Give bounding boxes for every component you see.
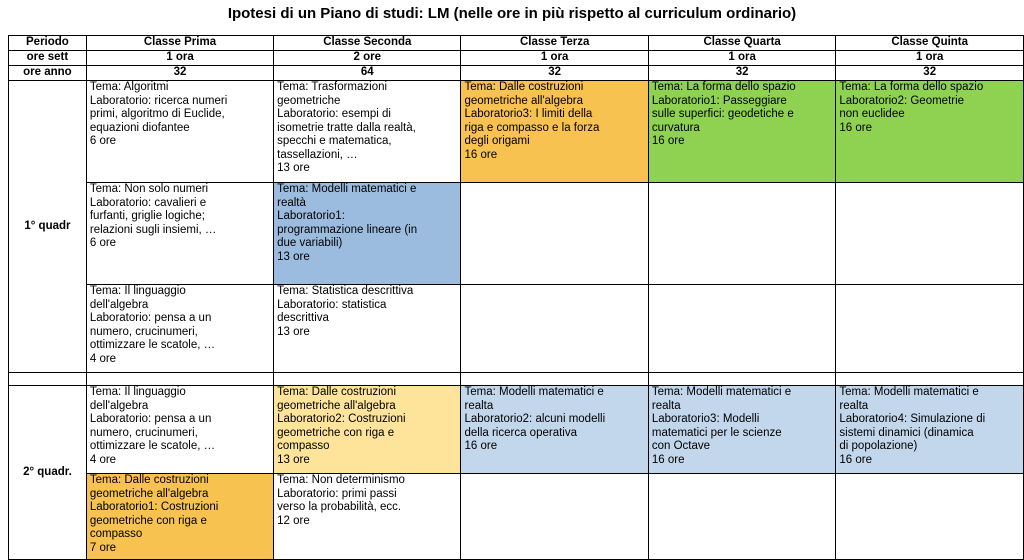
period-label-q2: 2° quadr. [9, 386, 87, 560]
cell-q2-prima-1 [86, 386, 273, 474]
cell-q2-seconda-1 [274, 386, 461, 474]
cell-text-line: Tema: La forma dello spazio [651, 81, 796, 93]
cell-text-line: dell'algebra [89, 298, 149, 311]
cell-q1-prima-3 [86, 285, 273, 373]
cell-text-line: Tema: Modelli matematici e [839, 386, 979, 398]
cell-q2-quarta-1 [648, 386, 836, 474]
cell-text-line: geometriche con riga e [89, 514, 207, 527]
cell-text-line: 13 ore [277, 162, 310, 174]
cell-text-line: Laboratorio1: Costruzioni [89, 501, 219, 513]
header-row-classes [9, 36, 1024, 51]
cell-text-line: sistemi dinamici (dinamica [839, 426, 974, 439]
cell-text-line: numero, crucinumeri, [89, 325, 198, 338]
cell-q1-seconda-2 [274, 183, 461, 285]
cell-text-line: Laboratorio: primi passi [277, 487, 397, 500]
cell-q2-quinta-2 [836, 474, 1024, 560]
cell-text-line: geometriche all'algebra [464, 94, 584, 107]
q1-row-1 [9, 81, 1024, 183]
cell-text-line: Tema: Modelli matematici e [651, 386, 792, 398]
ore-sett-terza: 1 ora [461, 51, 648, 66]
cell-text-line: primi, algoritmo di Euclide, [89, 108, 225, 120]
q2-row-1 [9, 386, 1024, 474]
ore-sett-seconda: 2 ore [274, 51, 461, 66]
cell-q2-terza-1 [461, 386, 648, 474]
cell-q2-quarta-2 [648, 474, 836, 560]
cell-text-line: compasso [89, 528, 143, 540]
cell-text-line: Tema: Modelli matematici e [464, 386, 604, 398]
cell-text-line: Laboratorio: esempi di [277, 108, 391, 120]
spacer-row [9, 373, 1024, 386]
class-header-seconda: Classe Seconda [274, 36, 461, 51]
period-label-q1: 1° quadr [9, 81, 87, 373]
cell-text-line: 16 ore [839, 121, 872, 134]
cell-text-line: realta [651, 399, 681, 412]
cell-text-line: matematici per le scienze [651, 426, 782, 439]
cell-text-line: con Octave [651, 440, 711, 452]
cell-text-line: Laboratorio: statistica [277, 298, 387, 311]
cell-text-line: descrittiva [277, 312, 329, 324]
cell-text-line: programmazione lineare (in [277, 223, 418, 236]
cell-text-line: realta [839, 399, 869, 412]
q1-row-2 [9, 183, 1024, 285]
ore-anno-quarta: 32 [648, 66, 836, 81]
cell-text-line: Laboratorio2: alcuni modelli [464, 413, 606, 425]
cell-text-line: Tema: Dalle costruzioni [464, 81, 584, 93]
cell-text-line: Laboratorio: ricerca numeri [89, 94, 228, 107]
cell-text-line: Tema: La forma dello spazio [839, 81, 984, 93]
cell-text-line: 7 ore [89, 541, 117, 554]
cell-text-line: sulle superfici: geodetiche e [651, 108, 794, 120]
cell-text-line: Laboratorio: cavalieri e [89, 196, 207, 209]
cell-text-line: 16 ore [464, 440, 498, 452]
cell-text-line: realtà [277, 196, 306, 209]
cell-text-line: 12 ore [277, 514, 310, 527]
cell-text-line: Laboratorio: pensa a un [89, 312, 212, 324]
cell-text-line: 13 ore [277, 325, 310, 338]
cell-q1-quarta-2 [648, 183, 836, 285]
page-title: Ipotesi di un Piano di studi: LM (nelle ore in più rispetto al curriculum ordinario) [227, 5, 797, 22]
cell-q2-seconda-2 [274, 474, 461, 560]
cell-q1-quarta-1 [648, 81, 836, 183]
cell-text-line: geometriche all'algebra [89, 487, 209, 500]
header-row-ore-anno [9, 66, 1024, 81]
cell-text-line: Tema: Dalle costruzioni [89, 474, 209, 486]
q1-row-3 [9, 285, 1024, 373]
cell-text-line: realta [464, 399, 494, 412]
ore-anno-quinta: 32 [836, 66, 1024, 81]
cell-text-line: 6 ore [89, 237, 117, 249]
q2-row-2 [9, 474, 1024, 560]
cell-text-line: tassellazioni, … [277, 148, 358, 161]
class-header-terza: Classe Terza [461, 36, 648, 51]
cell-text-line: della ricerca operativa [464, 426, 577, 439]
cell-q1-terza-3 [461, 285, 648, 373]
cell-text-line: non euclidee [839, 108, 905, 120]
ore-anno-label: ore anno [9, 66, 87, 81]
ore-anno-terza: 32 [461, 66, 648, 81]
ore-sett-prima: 1 ora [86, 51, 273, 66]
cell-text-line: relazioni sugli insiemi, … [89, 223, 217, 236]
cell-text-line: verso la probabilità, ecc. [277, 501, 402, 513]
cell-text-line: 16 ore [651, 453, 685, 466]
cell-text-line: Tema: Il linguaggio [89, 285, 186, 297]
cell-q1-quinta-1 [836, 81, 1024, 183]
cell-text-line: compasso [277, 440, 330, 452]
class-header-quarta: Classe Quarta [648, 36, 836, 51]
cell-q2-quinta-1 [836, 386, 1024, 474]
cell-text-line: Laboratorio: pensa a un [89, 413, 212, 425]
cell-text-line: geometriche con riga e [277, 426, 395, 439]
cell-text-line: Laboratorio4: Simulazione di [839, 413, 986, 425]
cell-q1-quinta-2 [836, 183, 1024, 285]
class-header-prima: Classe Prima [86, 36, 273, 51]
cell-text-line: Tema: Dalle costruzioni [277, 386, 397, 398]
cell-text-line: Laboratorio3: I limiti della [464, 108, 593, 120]
cell-text-line: Tema: Il linguaggio [89, 386, 186, 398]
cell-q1-prima-2 [86, 183, 273, 285]
cell-text-line: numero, crucinumeri, [89, 426, 198, 439]
cell-text-line: furfanti, griglie logiche; [89, 210, 205, 222]
cell-text-line: 16 ore [464, 148, 498, 161]
cell-q1-seconda-3 [274, 285, 461, 373]
cell-text-line: dell'algebra [89, 399, 149, 412]
cell-text-line: Tema: Trasformazioni [277, 81, 388, 93]
cell-text-line: geometriche [277, 94, 341, 107]
cell-q2-terza-2 [461, 474, 648, 560]
cell-text-line: Laboratorio2: Geometrie [839, 94, 965, 107]
cell-text-line: Tema: Non determinismo [277, 474, 405, 486]
cell-q1-quarta-3 [648, 285, 836, 373]
cell-text-line: 6 ore [89, 135, 117, 147]
cell-text-line: Laboratorio1: [277, 210, 345, 222]
cell-text-line: curvatura [651, 121, 700, 134]
ore-anno-prima: 32 [86, 66, 273, 81]
cell-text-line: 13 ore [277, 250, 310, 263]
cell-text-line: specchi e matematica, [277, 135, 392, 147]
cell-text-line: Tema: Modelli matematici e [277, 183, 417, 195]
cell-text-line: geometriche all'algebra [277, 399, 396, 412]
cell-text-line: 4 ore [89, 352, 117, 365]
cell-q1-prima-1 [86, 81, 273, 183]
periodo-header: Periodo [9, 36, 87, 51]
cell-text-line: ottimizzare le scatole, … [89, 440, 216, 452]
ore-sett-label: ore sett [9, 51, 87, 66]
cell-text-line: isometrie tratte dalla realtà, [277, 121, 416, 134]
cell-text-line: 4 ore [89, 453, 117, 466]
cell-text-line: 13 ore [277, 453, 310, 466]
cell-text-line: riga e compasso e la forza [464, 121, 600, 134]
cell-text-line: Tema: Statistica descrittiva [277, 285, 414, 297]
cell-text-line: 16 ore [651, 135, 685, 147]
class-header-quinta: Classe Quinta [836, 36, 1024, 51]
cell-text-line: 16 ore [839, 453, 872, 466]
cell-text-line: Laboratorio1: Passeggiare [651, 94, 787, 107]
cell-text-line: Laboratorio3: Modelli [651, 413, 760, 425]
cell-q1-terza-1 [461, 81, 648, 183]
cell-q1-quinta-3 [836, 285, 1024, 373]
cell-q2-prima-2 [86, 474, 273, 560]
ore-sett-quinta: 1 ora [836, 51, 1024, 66]
header-row-ore-sett [9, 51, 1024, 66]
cell-text-line: equazioni diofantee [89, 121, 190, 134]
cell-q1-seconda-1 [274, 81, 461, 183]
ore-sett-quarta: 1 ora [648, 51, 836, 66]
study-plan-table [8, 35, 1024, 560]
cell-text-line: degli origami [464, 135, 530, 147]
cell-text-line: Tema: Algoritmi [89, 81, 169, 93]
ore-anno-seconda: 64 [274, 66, 461, 81]
cell-text-line: due variabili) [277, 237, 343, 249]
cell-text-line: Tema: Non solo numeri [89, 183, 209, 195]
cell-text-line: ottimizzare le scatole, … [89, 339, 216, 351]
cell-text-line: Laboratorio2: Costruzioni [277, 413, 406, 425]
cell-text-line: di popolazione) [839, 440, 918, 452]
cell-q1-terza-2 [461, 183, 648, 285]
